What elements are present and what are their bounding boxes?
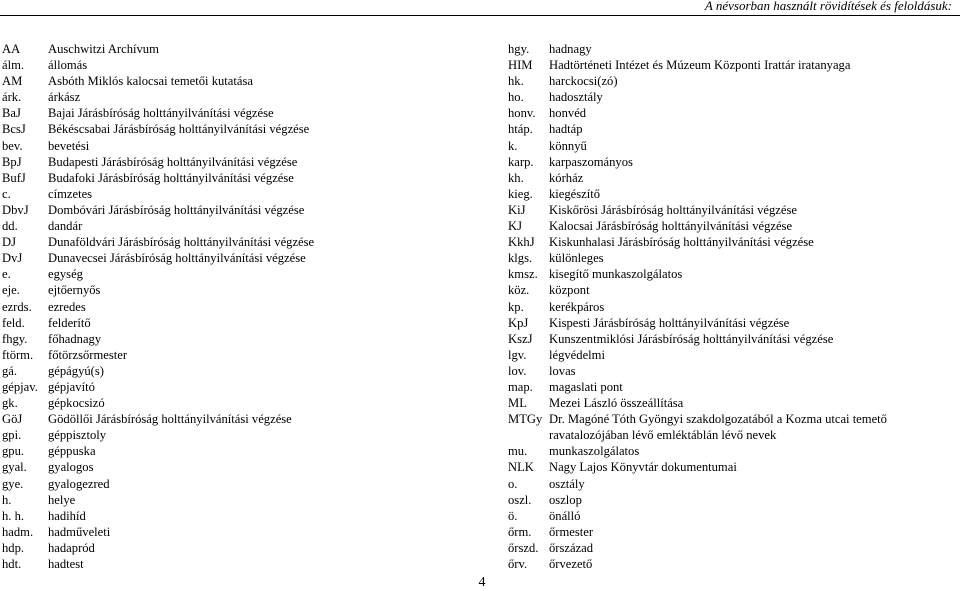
abbreviation-meaning: lovas: [549, 363, 576, 378]
abbreviation-entry: [2, 508, 472, 524]
abbreviation: honv.: [508, 106, 536, 121]
abbreviation: eje.: [2, 283, 20, 298]
abbreviation-meaning: Dunaföldvári Járásbíróság holttányilvánítási végzése: [48, 235, 315, 250]
abbreviation: ML: [508, 396, 527, 411]
abbreviation-entry: [2, 202, 472, 218]
abbreviation: ho.: [508, 90, 524, 105]
abbreviation-entry: [2, 170, 472, 186]
abbreviation: DvJ: [2, 251, 23, 266]
abbreviation-meaning: őrmester: [549, 524, 594, 539]
abbreviation-entry: [508, 57, 958, 73]
abbreviation-meaning: Asbóth Miklós kalocsai temetői kutatása: [48, 74, 253, 89]
abbreviation: lov.: [508, 363, 527, 378]
abbreviation-entry: [508, 540, 958, 556]
abbreviation: gpi.: [2, 428, 22, 443]
abbreviation: h. h.: [2, 508, 25, 523]
abbreviation-meaning: hadihíd: [48, 508, 86, 523]
abbreviation-entry: [508, 299, 958, 315]
abbreviation: őrm.: [508, 524, 532, 539]
abbreviation-meaning: Kalocsai Járásbíróság holttányilvánítási végzése: [549, 219, 793, 234]
abbreviation: dd.: [2, 219, 18, 234]
abbreviation-entry: [2, 250, 472, 266]
abbreviation-entry: [2, 347, 472, 363]
abbreviation-entry: [2, 282, 472, 298]
abbreviation-meaning: állomás: [48, 58, 88, 73]
abbreviation-meaning: Kiskunhalasi Járásbíróság holttányilvánítási végzése: [549, 235, 814, 250]
abbreviation: gá.: [2, 363, 18, 378]
abbreviation: KpJ: [508, 315, 529, 330]
abbreviation-entry: [508, 331, 958, 347]
abbreviation-meaning: Mezei László összeállítása: [549, 396, 684, 411]
abbreviation: kieg.: [508, 186, 533, 201]
abbreviation: hk.: [508, 74, 524, 89]
abbreviation-entry: [508, 524, 958, 540]
abbreviation-meaning: hadapród: [48, 540, 95, 555]
abbreviation: ö.: [508, 508, 518, 523]
abbreviation-list-right: [508, 41, 958, 572]
abbreviation-entry: [508, 73, 958, 89]
abbreviation-meaning: hadtest: [48, 557, 84, 571]
abbreviation-entry: [508, 154, 958, 170]
abbreviation-entry: [2, 411, 472, 427]
abbreviation-meaning: harckocsi(zó): [549, 74, 618, 89]
abbreviation-meaning: kerékpáros: [549, 299, 605, 314]
abbreviation: őrszd.: [508, 540, 539, 555]
abbreviation-entry: [508, 41, 958, 57]
abbreviation-entry: [508, 202, 958, 218]
abbreviation-meaning: főhadnagy: [48, 331, 102, 346]
abbreviation: GöJ: [2, 412, 23, 427]
abbreviation-meaning: könnyű: [549, 138, 587, 153]
abbreviation-meaning: gyalogezred: [48, 476, 110, 491]
abbreviation-entry: [2, 266, 472, 282]
abbreviation: k.: [508, 138, 518, 153]
abbreviation-entry: [2, 476, 472, 492]
abbreviation: őrv.: [508, 557, 528, 571]
abbreviation: ftörm.: [2, 347, 34, 362]
abbreviation-meaning: felderítő: [48, 315, 91, 330]
abbreviation: o.: [508, 476, 518, 491]
abbreviation-entry: [2, 459, 472, 475]
abbreviation-entry: [2, 556, 472, 572]
abbreviation-entry: [2, 524, 472, 540]
abbreviation-meaning: Budafoki Járásbíróság holttányilvánítási végzése: [48, 170, 294, 185]
abbreviation-meaning: Budapesti Járásbíróság holttányilvánítási végzése: [48, 154, 298, 169]
abbreviation-meaning: hadnagy: [549, 42, 592, 56]
abbreviation: BaJ: [2, 106, 21, 121]
abbreviation-entry: [2, 363, 472, 379]
abbreviation-entry: [508, 347, 958, 363]
abbreviation-meaning: Dombóvári Járásbíróság holttányilvánítási végzése: [48, 202, 305, 217]
abbreviation: mu.: [508, 444, 528, 459]
abbreviation-meaning: dandár: [48, 219, 83, 234]
abbreviation-entry: [2, 331, 472, 347]
abbreviation: feld.: [2, 315, 25, 330]
abbreviation-meaning: oszlop: [549, 492, 582, 507]
abbreviation: KszJ: [508, 331, 533, 346]
abbreviation-entry: [508, 250, 958, 266]
abbreviation-entry: [508, 218, 958, 234]
abbreviation-entry: [2, 105, 472, 121]
abbreviation: htáp.: [508, 122, 533, 137]
abbreviation-entry: [508, 282, 958, 298]
abbreviation-meaning: Dunavecsei Járásbíróság holttányilvánítási végzése: [48, 251, 306, 266]
abbreviation: gk.: [2, 396, 18, 411]
abbreviation: DbvJ: [2, 202, 29, 217]
page-number: 4: [478, 575, 486, 590]
abbreviation: oszl.: [508, 492, 532, 507]
abbreviation-entry: [2, 154, 472, 170]
abbreviation: NLK: [508, 460, 534, 475]
abbreviation: árk.: [2, 90, 22, 105]
abbreviation-meaning: ezredes: [48, 299, 86, 314]
abbreviation-meaning: Hadtörténeti Intézet és Múzeum Központi Irattár iratanyaga: [549, 58, 851, 73]
abbreviation-entry: [2, 234, 472, 250]
abbreviation-meaning: Kiskőrösi Járásbíróság holttányilvánítási végzése: [549, 202, 797, 217]
abbreviation-meaning: címzetes: [48, 186, 93, 201]
abbreviation: lgv.: [508, 347, 527, 362]
abbreviation-list-left: [2, 41, 472, 572]
abbreviation-meaning: önálló: [549, 508, 581, 523]
abbreviation-entry: [2, 299, 472, 315]
abbreviation-meaning: gyalogos: [48, 460, 94, 475]
abbreviation-entry: [508, 315, 958, 331]
abbreviation-entry: [2, 218, 472, 234]
abbreviation-entry: [2, 73, 472, 89]
abbreviation: kh.: [508, 170, 524, 185]
abbreviation-entry: [508, 379, 958, 395]
abbreviation: HIM: [508, 58, 533, 73]
abbreviation: BpJ: [2, 154, 22, 169]
abbreviation: hgy.: [508, 42, 530, 56]
abbreviation-meaning: hadosztály: [549, 90, 603, 105]
abbreviation-entry: [2, 379, 472, 395]
abbreviation: gépjav.: [2, 379, 38, 394]
abbreviation-entry: [2, 41, 472, 57]
abbreviation-meaning: Bajai Járásbíróság holttányilvánítási végzése: [48, 106, 274, 121]
abbreviation-meaning: bevetési: [48, 138, 90, 153]
abbreviation-meaning: hadtáp: [549, 122, 583, 137]
abbreviation-meaning: Auschwitzi Archívum: [48, 42, 159, 56]
abbreviation-entry: [2, 395, 472, 411]
abbreviation-entry: [508, 234, 958, 250]
abbreviation-meaning: géppisztoly: [48, 428, 107, 443]
abbreviation-meaning: helye: [48, 492, 76, 507]
abbreviation-meaning: Nagy Lajos Könyvtár dokumentumai: [549, 460, 737, 475]
abbreviation: KJ: [508, 219, 522, 234]
abbreviation: DJ: [2, 235, 16, 250]
abbreviation: c.: [2, 186, 11, 201]
abbreviation-entry: [508, 105, 958, 121]
abbreviation: gpu.: [2, 444, 25, 459]
abbreviation-entry: [508, 363, 958, 379]
abbreviation: fhgy.: [2, 331, 28, 346]
abbreviation: MTGy: [508, 412, 543, 427]
abbreviation: hadm.: [2, 524, 34, 539]
abbreviation-entry: [2, 540, 472, 556]
abbreviation-meaning: Kispesti Járásbíróság holttányilvánítási végzése: [549, 315, 790, 330]
abbreviation-meaning: osztály: [549, 476, 585, 491]
abbreviation-meaning: Kunszentmiklósi Járásbíróság holttányilvánítási végzése: [549, 331, 834, 346]
abbreviation-entry: [508, 121, 958, 137]
abbreviation-entry: [2, 89, 472, 105]
abbreviation-entry: [508, 556, 958, 572]
abbreviation: ezrds.: [2, 299, 32, 314]
abbreviation-meaning: kórház: [549, 170, 584, 185]
abbreviation: hdp.: [2, 540, 25, 555]
abbreviation-meaning: kisegítő munkaszolgálatos: [549, 267, 683, 282]
abbreviation: BufJ: [2, 170, 26, 185]
abbreviation-entry: [508, 459, 958, 475]
abbreviation-entry: [508, 411, 958, 443]
abbreviation: bev.: [2, 138, 23, 153]
abbreviation: klgs.: [508, 251, 533, 266]
abbreviation: e.: [2, 267, 11, 282]
abbreviation: map.: [508, 379, 533, 394]
abbreviation: köz.: [508, 283, 530, 298]
abbreviation-meaning: Békéscsabai Járásbíróság holttányilvánítási végzése: [48, 122, 310, 137]
abbreviation-entry: [2, 121, 472, 137]
abbreviation-entry: [2, 186, 472, 202]
abbreviation-entry: [508, 89, 958, 105]
abbreviation-entry: [2, 138, 472, 154]
abbreviation-entry: [2, 427, 472, 443]
abbreviation-entry: [2, 443, 472, 459]
abbreviation: álm.: [2, 58, 25, 73]
abbreviation-meaning: őrvezető: [549, 557, 593, 571]
abbreviation-meaning: honvéd: [549, 106, 587, 121]
abbreviation: gye.: [2, 476, 24, 491]
abbreviation-meaning: gépágyú(s): [48, 363, 104, 378]
abbreviation-entry: [508, 395, 958, 411]
abbreviation: gyal.: [2, 460, 27, 475]
abbreviation: AA: [2, 42, 21, 56]
abbreviation-entry: [508, 170, 958, 186]
abbreviation-meaning: légvédelmi: [549, 347, 605, 362]
abbreviation-meaning: árkász: [48, 90, 81, 105]
abbreviation-meaning: őrszázad: [549, 540, 594, 555]
page-title: A névsorban használt rövidítések és feloldásuk:: [704, 0, 952, 13]
abbreviation: hdt.: [2, 557, 22, 571]
abbreviation-meaning: magaslati pont: [549, 379, 623, 394]
abbreviation-meaning: kiegészítő: [549, 186, 601, 201]
abbreviation: kp.: [508, 299, 524, 314]
abbreviation: karp.: [508, 154, 534, 169]
abbreviation-entry: [508, 508, 958, 524]
abbreviation-meaning: hadműveleti: [48, 524, 111, 539]
abbreviation: AM: [2, 74, 23, 89]
abbreviation: kmsz.: [508, 267, 538, 282]
abbreviation-entry: [2, 315, 472, 331]
abbreviation-meaning: egység: [48, 267, 83, 282]
abbreviation-entry: [508, 443, 958, 459]
abbreviation-entry: [508, 266, 958, 282]
abbreviation: h.: [2, 492, 12, 507]
abbreviation-meaning: különleges: [549, 251, 604, 266]
abbreviation-entry: [508, 138, 958, 154]
abbreviation-meaning: gépjavító: [48, 379, 95, 394]
abbreviation-meaning: gépkocsizó: [48, 396, 105, 411]
abbreviation-entry: [508, 186, 958, 202]
page-header: [0, 0, 960, 16]
abbreviation-meaning: központ: [549, 283, 590, 298]
abbreviation-meaning: Gödöllői Járásbíróság holttányilvánítási végzése: [48, 412, 292, 427]
abbreviation-entry: [2, 57, 472, 73]
abbreviation: KkhJ: [508, 235, 535, 250]
abbreviation: KiJ: [508, 202, 526, 217]
abbreviation-meaning: géppuska: [48, 444, 96, 459]
abbreviation-meaning: Dr. Magóné Tóth Gyöngyi szakdolgozatából a Kozma utcai temető ravatalozójában lévő emléktáblán lévő nevek: [549, 412, 887, 443]
abbreviation: BcsJ: [2, 122, 26, 137]
abbreviation-entry: [508, 476, 958, 492]
abbreviation-entry: [508, 492, 958, 508]
abbreviation-meaning: ejtőernyős: [48, 283, 101, 298]
abbreviation-meaning: főtörzsőrmester: [48, 347, 128, 362]
abbreviation-entry: [2, 492, 472, 508]
abbreviation-meaning: munkaszolgálatos: [549, 444, 640, 459]
abbreviation-meaning: karpaszományos: [549, 154, 633, 169]
